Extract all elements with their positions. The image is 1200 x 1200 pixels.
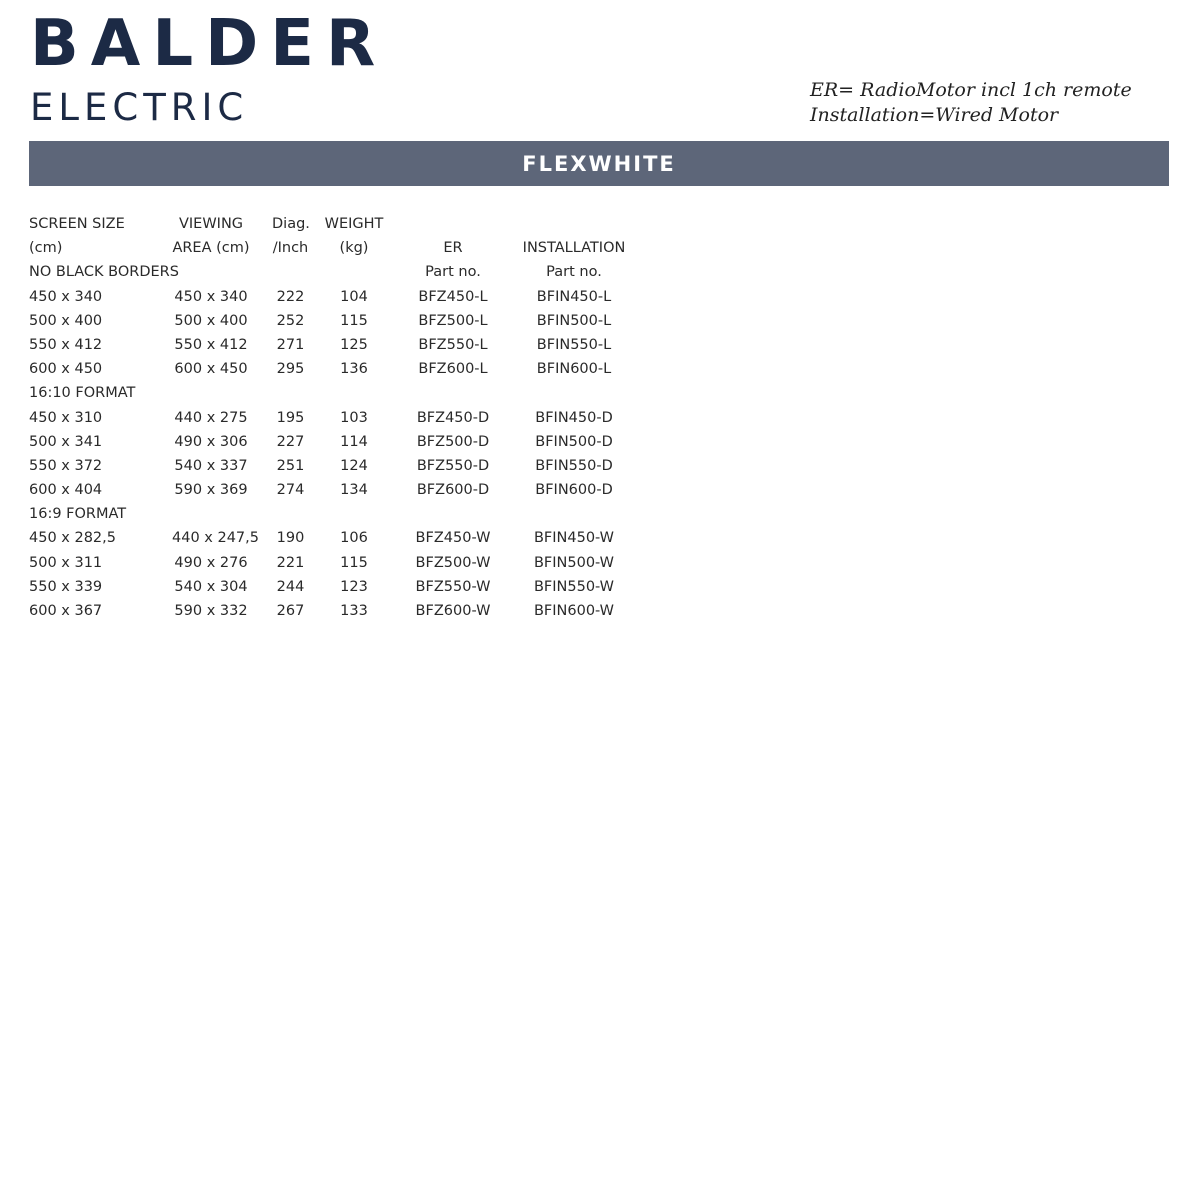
viewing-area-cell: 450 x 340: [174, 288, 248, 305]
table-row: [29, 357, 649, 381]
installation-part-no-cell: BFIN500-W: [533, 554, 615, 571]
screen-size-cell: 550 x 412: [29, 336, 103, 353]
section-label: NO BLACK BORDERS: [29, 264, 179, 281]
weight-cell: 123: [340, 578, 368, 595]
installation-part-no-cell: BFIN550-D: [535, 457, 613, 474]
er-part-no-cell: BFZ600-W: [415, 603, 491, 619]
table-row: [29, 478, 649, 502]
weight-cell: 136: [340, 361, 368, 378]
header-er-part-no: Part no.: [425, 264, 481, 281]
weight-cell: 134: [340, 482, 368, 499]
header-er: ER: [443, 240, 463, 257]
er-part-no-cell: BFZ500-W: [415, 554, 491, 571]
installation-part-no-cell: BFIN600-W: [533, 603, 615, 619]
weight-cell: 106: [340, 530, 368, 547]
er-part-no-cell: BFZ500-D: [416, 433, 490, 450]
header-screen-size: SCREEN SIZE: [29, 216, 125, 232]
viewing-area-cell: 490 x 276: [174, 554, 248, 571]
table-row: [29, 309, 649, 333]
diagonal-cell: 295: [276, 361, 305, 378]
title-bar: [29, 141, 1169, 186]
installation-part-no-cell: BFIN550-W: [533, 578, 615, 595]
screen-size-cell: 450 x 340: [29, 288, 103, 305]
viewing-area-cell: 550 x 412: [174, 336, 248, 353]
weight-cell: 114: [340, 433, 368, 450]
header-weight-unit: (kg): [339, 240, 369, 257]
installation-part-no-cell: BFIN500-L: [536, 312, 612, 329]
installation-part-no-cell: BFIN450-W: [533, 530, 615, 547]
screen-size-cell: 600 x 404: [29, 482, 103, 499]
weight-cell: 104: [340, 288, 368, 305]
section-label-row: [29, 502, 649, 526]
table-row: [29, 430, 649, 454]
table-row: [29, 599, 649, 623]
screen-size-cell: 600 x 367: [29, 603, 103, 619]
diagonal-cell: 274: [276, 482, 305, 499]
brand-name: BALDER: [30, 7, 388, 81]
viewing-area-cell: 540 x 304: [174, 578, 248, 595]
section-label-row: [29, 260, 649, 284]
viewing-area-cell: 590 x 332: [174, 603, 248, 619]
installation-part-no-cell: BFIN450-D: [535, 409, 613, 426]
diagonal-cell: 227: [276, 433, 305, 450]
legend: [810, 78, 1132, 128]
screen-size-cell: 450 x 282,5: [29, 530, 116, 547]
table-row: [29, 406, 649, 430]
header-installation-part-no: Part no.: [546, 264, 602, 281]
header-viewing-area: AREA (cm): [172, 240, 250, 257]
weight-cell: 125: [340, 336, 368, 353]
header-diag-unit: /Inch: [272, 240, 309, 257]
screen-size-cell: 550 x 339: [29, 578, 103, 595]
viewing-area-cell: 600 x 450: [174, 361, 248, 378]
viewing-area-cell: 440 x 247,5: [172, 530, 259, 547]
viewing-area-cell: 500 x 400: [174, 312, 248, 329]
installation-part-no-cell: BFIN600-D: [535, 482, 613, 499]
er-part-no-cell: BFZ550-W: [415, 578, 491, 595]
header-size-unit: (cm): [29, 240, 63, 257]
weight-cell: 103: [340, 409, 368, 426]
spec-table: [29, 212, 649, 623]
screen-size-cell: 600 x 450: [29, 361, 103, 378]
header-diag: Diag.: [272, 216, 310, 232]
legend-line-installation: Installation=Wired Motor: [810, 104, 1059, 126]
section-label: 16:9 FORMAT: [29, 506, 127, 523]
screen-size-cell: 500 x 341: [29, 433, 103, 450]
weight-cell: 124: [340, 457, 368, 474]
header-viewing: VIEWING: [178, 216, 244, 232]
er-part-no-cell: BFZ600-D: [416, 482, 490, 499]
section-label-row: [29, 381, 649, 405]
installation-part-no-cell: BFIN550-L: [536, 336, 612, 353]
header-row-2: [29, 236, 649, 260]
er-part-no-cell: BFZ550-L: [418, 336, 488, 353]
table-row: [29, 575, 649, 599]
viewing-area-cell: 590 x 369: [174, 482, 248, 499]
weight-cell: 133: [340, 603, 368, 619]
weight-cell: 115: [340, 312, 368, 329]
legend-line-er: ER= RadioMotor incl 1ch remote: [810, 79, 1132, 101]
header-installation: INSTALLATION: [522, 240, 626, 257]
weight-cell: 115: [340, 554, 368, 571]
viewing-area-cell: 440 x 275: [174, 409, 248, 426]
section-label: 16:10 FORMAT: [29, 385, 136, 402]
diagonal-cell: 252: [276, 312, 305, 329]
installation-part-no-cell: BFIN500-D: [535, 433, 613, 450]
diagonal-cell: 244: [276, 578, 305, 595]
er-part-no-cell: BFZ450-D: [416, 409, 490, 426]
er-part-no-cell: BFZ450-L: [418, 288, 488, 305]
table-row: [29, 333, 649, 357]
diagonal-cell: 222: [276, 288, 305, 305]
viewing-area-cell: 490 x 306: [174, 433, 248, 450]
table-row: [29, 454, 649, 478]
installation-part-no-cell: BFIN450-L: [536, 288, 612, 305]
er-part-no-cell: BFZ550-D: [416, 457, 490, 474]
table-row: [29, 551, 649, 575]
installation-part-no-cell: BFIN600-L: [536, 361, 612, 378]
sections-container: [29, 260, 649, 623]
screen-size-cell: 500 x 400: [29, 312, 103, 329]
screen-size-cell: 550 x 372: [29, 457, 103, 474]
header-weight: WEIGHT: [324, 216, 384, 232]
er-part-no-cell: BFZ450-W: [415, 530, 491, 547]
diagonal-cell: 271: [276, 336, 305, 353]
diagonal-cell: 267: [276, 603, 305, 619]
table-row: [29, 526, 649, 550]
diagonal-cell: 195: [276, 409, 305, 426]
table-row: [29, 285, 649, 309]
header-row-1: [29, 212, 649, 236]
diagonal-cell: 221: [276, 554, 305, 571]
title-bar-label: FLEXWHITE: [522, 151, 676, 176]
screen-size-cell: 450 x 310: [29, 409, 103, 426]
er-part-no-cell: BFZ500-L: [418, 312, 488, 329]
screen-size-cell: 500 x 311: [29, 554, 103, 571]
viewing-area-cell: 540 x 337: [174, 457, 248, 474]
diagonal-cell: 190: [276, 530, 305, 547]
er-part-no-cell: BFZ600-L: [418, 361, 488, 378]
brand-subtitle: ELECTRIC: [30, 86, 249, 129]
diagonal-cell: 251: [276, 457, 305, 474]
